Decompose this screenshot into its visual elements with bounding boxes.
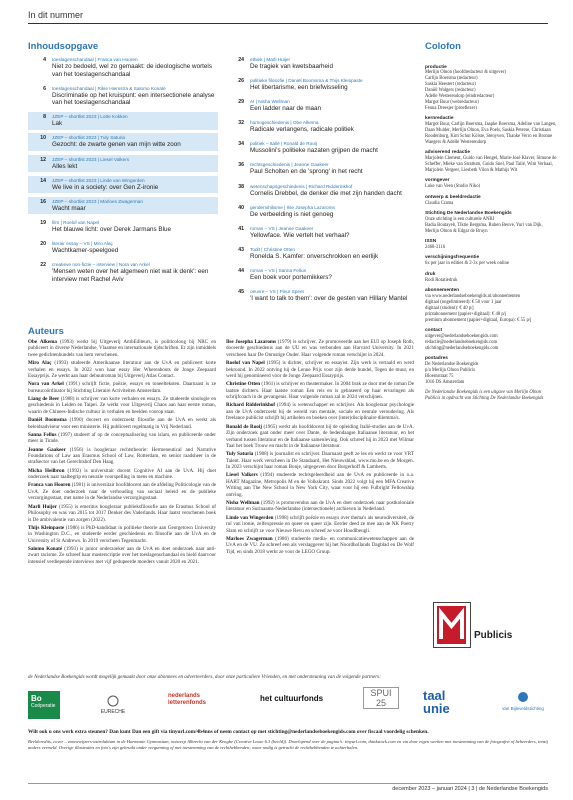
author-name: Nora van Arkel [28,381,64,388]
sponsor-logo-cultuurfonds: het cultuurfonds [260,694,324,703]
colofon-label: ontwerp & beeldredactie [425,194,481,200]
author-bio [226,424,414,450]
toc-section-label: AI | Nisha Wellman [250,99,290,105]
toc-section-label: JZEP – shortlist 2023 | Liesel Valkers [52,156,130,162]
author-name: Obe Alkema [28,339,57,345]
toc-left-column [28,55,218,289]
author-text: (1994) studeerde rechtsgeleerdheid aan de UvA en publiceerde in o.a. HART Magazine, Metropolis M en de Volkskrant. Sinds 2022 volgt hij een MFA Creative Writing aan The New School in New York City, waar voor hij een Fulbright Fellowship ontving. [226,472,414,498]
colofon-value: via www.nederlandseboekengids.nl/abonnementen digitaal (ongelimiteerd): € 50 voor 1 jaar digitaal (student): € 40 p/j printabonnement (papier+digitaal): € 48 p/j premium abonnement (papier+digitaal, Europa): € 55 p/j [425,294,532,323]
toc-article-title: Niet zo bedoeld, wel zo gemaakt: de ideologische wortels van het toeslagenschandaal [52,63,212,78]
toc-section-label: homogeschiedenis | Obe Alkema [250,120,319,126]
author-text: (1981) is universitair hoofddocent aan de afdeling Politicologie van de UvA. Ze doet onderzoek naar de verhouding van sociaal beleid en de publieke verzorgingsstaat, met name in de Nederlandse verzorgingsstaat. [28,482,216,502]
author-name: Ilse Josepha Lazaroms [226,339,277,345]
author-bio [28,339,216,358]
toc-item[interactable] [28,112,218,130]
toc-page-number: 6 [43,85,46,92]
toc-page-number: 12 [40,156,46,163]
author-name: Micha Heilbron [28,467,65,474]
toc-article-title: Wacht maar [52,204,86,212]
colofon-value: Merlijn Olnon (hoofdredacteur & uitgever) Carlijn Boersma (redacteur) Saskia Heestert (redacteur) Daniël Walgers (redacteur) Adelle Westerendorp (eindredacteur) Margot Buur (webredacteur) Fenna Dreesjer (proeflezer) [425,70,506,111]
toc-item[interactable] [28,176,218,194]
colofon-heading: Colofon [425,41,461,52]
colofon-value: Rodi Rotatiedruk [425,277,458,283]
toc-item[interactable] [226,160,416,178]
author-bio [28,432,216,445]
author-text: (1993) is junior onderzoeker aan de UvA en doet onderzoek naar anti-zwart racisme. Ze schreef haar masterscriptie over het toeslagenschandaal en hield daarvoor intensief verdiepende interviews met vijf gedupeerde moeders vanuit 2020 en 2021. [28,545,216,565]
author-bio [28,482,216,501]
author-bio [226,472,414,498]
colofon-value: Onze stichting is een culturele ANBI Badia Boutayeb, Tiktie Bergsma, Ruben Beuve, Yuri van Dijk, Merlijn Olnon & Edgar de Bruyn [425,216,543,234]
author-name: Marloes Zwagerman [226,535,273,542]
author-bio [28,546,216,565]
colofon-label: verschijningsfrequentie [425,255,480,261]
author-text: (1990) doceert en onderzoekt filosofie aan de UvA en werkt als beleidsadviseur voor een ministerie. Hij publiceert regelmatig in Vrij Nederland. [28,417,216,430]
colofon-label: postadres [425,356,448,362]
toc-article-title: Discriminatie op het kruispunt: een intersectionele analyse van het toeslagenschandaal [52,91,215,107]
colofon-label: abonnementen [425,288,460,294]
colofon-label: vormgever [425,178,450,184]
author-name: Tuly Saturia [226,451,254,458]
toc-page-number: 14 [40,177,46,184]
toc-article-title: Wachtkamer-speelgoed [52,246,119,254]
author-text: (1979) is schrijver. Ze promoveerde aan het EUI op Joseph Roth, doceerde geschiedenis aan de UU en was verbonden aan Harvard University. In 2021 verscheen haar De Onrustige Ouder. Haar volgende roman verschijnt in 2024. [226,339,415,358]
toc-article-title: Alles lekt [52,162,78,170]
toc-article-title: 'I want to talk to them': over de gesten van Hillary Mantel [250,295,408,303]
toc-article-title: Lak [52,120,63,128]
publisher-logo-text: Publicis [474,630,513,641]
sponsor-intro: de Nederlandse Boekengids wordt mogelijk gemaakt door onze abonnees en adverteerders, door onze particuliere Vrienden, en met ondersteuning van de volgende partners: [28,674,381,680]
author-bio [28,381,216,394]
sponsor-logo-bo: Bo Coöperatie [28,691,60,719]
toc-article-title: Een boek voor portemikkers? [250,273,332,281]
author-text: (1986) is PhD-kandidaat in politieke theorie aan Georgetown University in Washington D.C., en studeerde eerder geschiedenis en filosofie aan de UvA en de University of St Andrews. In 2019 verscheen Tegenmacht. [28,524,216,544]
support-call-to-action: Wilt ook u ons werk extra steunen? Dan kunt Dan een gift via tinyurl.com/4b4nns of neem contact op met stichting@nederlandseboekengids.com over fiscaal voordelig schenken. [28,729,429,735]
toc-item[interactable] [226,139,416,157]
authors-heading: Auteurs [28,326,64,337]
toc-page-number: 38 [238,183,244,190]
toc-article-title: Radicale verlangens, radicale politiek [250,126,354,134]
author-text: (1997) studeert af op de conceptualisering van islam, en publiceerde onder meer in Tirade. [28,431,216,445]
toc-section-label: literair essay – VS | Miro Alaç [52,240,113,246]
toc-item[interactable] [28,239,218,257]
toc-section-label: creatieve non-fictie – interview | Nora van Arkel [52,262,150,268]
toc-right-column [226,55,416,308]
tree-icon [515,691,531,705]
toc-article-title: Gezocht: de zwarte genen van mijn witte zoon [52,141,181,149]
sponsor-logo-taalunie: taal unie [423,688,450,716]
toc-page-number: 32 [238,120,244,127]
star-icon [105,695,121,707]
author-name: Sanna Fellus [28,431,57,438]
author-name: Thijs Kleinpaste [28,524,65,531]
colofon [425,60,557,402]
toc-item[interactable] [226,266,416,284]
colofon-value: De Nederlandse Boekengids p/a Merlijn Olnon Publicis Bloemstraat 75 1016 DS Amsterdam [425,362,479,385]
toc-section-label: wetenschapsgeschiedenis | Richard Ridderinkhof [250,183,353,189]
sponsor-logo-eureche: EURECHE [88,695,138,715]
toc-article-title: Cornelis Drebbel, de denker die met zijn handen dacht [250,189,402,197]
toc-item[interactable] [28,133,218,151]
publisher-logo [433,602,471,648]
author-text: (1988) is schrijver van korte verhalen en essays. Ze studeerde sinologie en geschiedenis in Leiden en Taipei. Ze werkt voor Uitgeverij Chaos aan haar eerste roman, waarin de Chinees-Indische cultuur in verhalen en beelden voorop staat. [28,396,217,415]
toc-item[interactable] [226,97,416,115]
author-text: (1993) studeerde Amerikaanse literatuur aan de UvA en publiceert korte verhalen en essays. In 2022 won haar essay Her Whereabouts de Jonge Zeepaard Essayprijs. Ze werkt aan haar debuutroman bij Uitgeverij Atlas Contact. [28,360,216,380]
author-bio [226,515,414,534]
colofon-value: 6x per jaar in edities & 2-3x per week online [425,261,509,267]
m-icon [437,606,466,644]
toc-section-label: roman – VS | Sanna Fellus [250,267,306,273]
author-bio [28,504,216,523]
toc-article-title: We live in a society: over Gen Z-ironie [52,183,159,191]
colofon-value: uitgever@nederlandseboekengids.com redactie@nederlandseboekengids.com stichting@nederlandseboekengids.com [425,333,499,351]
toc-page-number: 43 [238,246,244,253]
toc-section-label: oeuvre – VS | Fleur Speet [250,289,304,295]
toc-item[interactable] [226,245,416,263]
running-head: In dit nummer [28,10,84,20]
author-bio [226,339,414,358]
toc-article-title: 'Mensen weten over het algemeen niet wat ik denk': een interview met Rachel Aviv [52,268,209,283]
author-name: Linde van Wingerden [226,514,274,521]
sponsor-logo-spui25: SPUI 25 [363,687,399,709]
toc-article-title: Een ladder naar de maan [250,105,322,113]
colofon-label: adviserend redactie [425,150,471,156]
toc-page-number: 40 [238,204,244,211]
author-bio [226,451,414,470]
toc-section-label: JZEP – shortlist 2023 | Tuly Saturia [52,135,126,141]
toc-section-label: JZEP – shortlist 2023 | Marloes Zwagerman [52,198,144,204]
author-name: Richard Ridderinkhof [226,402,276,409]
toc-page-number: 34 [238,141,244,148]
publisher-logo-mark [437,606,466,644]
colofon-value: Luke van Veen (Studio Niko) [425,184,481,190]
author-bio [28,525,216,544]
toc-section-label: rechtsgeschiedenis | Jeanne Gaakeer [250,162,329,168]
footer-rule [28,783,548,784]
colofon-value: De Nederlandse Boekengids is een uitgave van Merlijn Olnon Publicis in opdracht van Stichting De Nederlandse Boekengids [425,390,544,402]
toc-item[interactable] [226,203,416,221]
author-text: (1965) werkt als hoofddocent bij de opleiding Italië-studies aan de UvA. Zijn onderzoek gaat onder meer over Dante, de hedendaagse Italiaanse literatuur, en het verband tussen literatuur en de Italiaanse samenleving. Ook schreef hij in 2023 met Wilmar Taal het boek Trouw en macht in de Italiaanse literatuur. [226,423,414,449]
author-name: Liesel Valkers [226,472,258,479]
author-text: (1991) schrijft fictie, poëzie, essays en toneelteksten. Daarnaast is ze bureaucoördinator bij Stichting Literaire Activiteiten Amsterdam. [28,381,216,394]
toc-page-number: 8 [43,114,46,121]
toc-article-title: Ronelda S. Kamfer: onverschrokken en eerlijk [250,252,379,260]
toc-page-number: 26 [238,78,244,85]
author-text: (1994) is wetenschapper en schrijver. Als hoogleraar psychologie aan de UvA onderzoekt hij de wereld van mentale, sociale en neurale veroudering. Als freelance publicist schrijft hij artikelen en boeken over (inter)disciplinaire dilemma's. [226,402,414,422]
author-name: Roelof van Napel [226,360,265,367]
toc-page-number: 4 [43,57,46,63]
author-bio [28,417,216,430]
author-text: (1955) is emeritus hoogleraar publieksfilosofie aan de Erasmus School of Philosophy en was van 2015 tot 2017 Denker des Vaderlands. Haar laatst verschenen boek is De ambivalentie van zorgen (2022). [28,503,216,523]
toc-article-title: De tragiek van kwetsbaarheid [250,63,333,70]
colofon-label: Stichting De Nederlandse Boekengids [425,211,512,217]
author-name: Franca van Hooren [28,482,71,489]
author-name: Ronald de Rooij [226,423,262,430]
authors-column-2 [226,339,414,557]
toc-item[interactable] [28,197,218,215]
page-footer: december 2023 – januari 2024 | 3 | de Nederlandse Boekengids [392,786,548,792]
toc-article-title: Paul Scholten en de 'sprong' in het recht [250,168,363,176]
author-name: Daniël Boomsma [28,417,67,424]
author-name: Marli Huijer [28,503,57,510]
toc-article-title: Yellowface. Wie vertelt het verhaal? [250,231,350,239]
toc-section-label: politiek – Italië | Ronald de Rooij [250,141,317,147]
author-name: Christine Otten [226,381,261,388]
author-text: (1992) is promovendus aan de UvA en doet onderzoek naar postkoloniale literatuur en Surinaams-Nederlandse (intersectionele) archieven in Nederland. [226,500,414,513]
toc-page-number: 45 [238,289,244,296]
toc-page-number: 22 [40,262,46,269]
colofon-value: 2468-3116 [425,245,446,251]
toc-section-label: gendernihilisme | Ilse Josepha Lazaroms [250,204,335,210]
toc-article-title: De verbeelding is niet genoeg [250,210,334,218]
colofon-label: kernredactie [425,116,454,122]
author-name: Salomo Konaté [28,545,63,552]
author-text: (1992) is universitair docent Cognitive AI aan de UvA. Hij doet onderzoek naar taalbegrip en neurale voorspelling in mens en machine. [28,467,216,481]
toc-item[interactable] [226,224,416,242]
toc-item[interactable] [28,260,218,285]
toc-section-label: politieke filosofie | Daniël Boomsma & Thijs Kleinpaste [250,78,363,84]
colofon-value: Margot Buur, Carlijn Boersma, Jaapke Boersma, Adeline van Langen, Daan Mulder, Merlijn Olnon, Eva Poels, Saskia Peterse, Christiaan Roodenburg, Kim Schut Kölste, Stenyven, Thanke Verro en Bronne Waegers & Adelle Westerendorp [425,122,557,145]
toc-section-label: toeslagenschandaal | Franca van Hooren [52,57,138,62]
author-bio [226,500,414,513]
colofon-value: Claudia Crama [425,200,454,206]
author-text: (1993) werkt bij Uitgeverij AmbEditeurs, is politicoloog bij NRC en publiceert in diverse Nederlandse, Vlaamse en internationale tijdschriften. Er zijn inmiddels twee gedichtenbundels van hem verschenen. [28,339,216,358]
image-credits: Beeldcredits, cover – zonnewijzers-astrolabium in de Harmonie Gymnasium, ontwerp Albrecht van der Kenghe (Creative Lease 6.3 (beeld)). Doorlopend over de pagina's: tinyurl.com, thinkstock.com en via door eigen werken met toestemming van de fotografen of beheerders, tenzij anders vermeld. Overige illustraties en foto's zijn gebruikt onder vergunning of met toestemming van de rechthebbenden; waar nodig is getracht de rechthebbenden te achterhalen. [28,739,548,750]
toc-item[interactable] [226,182,416,200]
toc-item[interactable] [226,55,416,73]
toc-section-label: film | Roelof van Napel [52,219,100,225]
author-text: (1998) schrijft poëzie en essays over thema's als neurodiversiteit, de rol van ironie, zelfexpressie en queer en queer zijn. Eerder deed ze mee aan de NK Poetry Slam en schrijft ze voor Nieuwe Revu en schreef ze voor Hoodlbeugli. [226,514,414,534]
toc-article-title: Het libertarisme, een briefwisseling [250,84,348,92]
sponsor-logos [28,685,548,725]
top-rule [28,23,548,24]
colofon-label: druk [425,271,436,277]
toc-item[interactable] [28,55,218,80]
toc-page-number: 36 [238,162,244,169]
author-bio [226,360,414,379]
author-name: Jeanne Gaakeer [28,446,66,453]
colofon-label: productie [425,64,447,70]
author-name: Nisha Wellman [226,500,260,506]
author-text: (1995) is dichter, schrijver en essayist. Zijn werk is vertaald en werd bekroond. In 2022 ontving hij de Lenne Prijs voor zijn derde bundel, Tegen de muur, en werd hij genomineerd voor de Jonge Zeepaard Essayprijs. [226,360,414,380]
toc-item[interactable] [226,287,416,305]
toc-section-label: Todit | Christine Otten [250,246,295,252]
toc-section-label: toeslagenschandaal | Rikie Hiemstra & Salomo Konaté [52,85,166,91]
author-bio [226,402,414,421]
author-text: (1988) is journalist en schrijver. Daarnaast geeft ze les en werkt ze voor VRT Talent. Haar werk verscheen in De Standaard, Het Nieuwsblad, www.mo.be en de Morgen. In 2023 verschijnt haar roman Bonje, uitgegeven door Borgerhoff & Lamberts. [226,451,414,471]
author-name: Liang de Beer [28,396,60,403]
author-bio [226,381,414,400]
toc-item[interactable] [226,76,416,94]
toc-page-number: 44 [238,267,244,274]
sponsor-logo-letterenfonds: nederlands letterenfonds [168,693,207,706]
author-bio [28,396,216,415]
toc-page-number: 29 [238,99,244,106]
author-text: (1956) is hoogleraar rechtstheorie: Hermeneutical and Narrative Foundations of Law aan Erasmus School of Law, Rotterdam, en senior raadsheer in de strafsector van het Gerechtshof Den Haag. [28,446,216,466]
toc-page-number: 20 [40,240,46,247]
toc-page-number: 16 [40,198,46,205]
toc-article-title: Mussolini's politieke nazaten grijpen de macht [250,147,378,155]
colofon-value: Marjolein Clement, Guido van Hengel, Marie-José Klaver, Simone de Scheffer, Mieke van Strattum, Guido Snel, Paul Tailé, Wim Verbaal, Marjolein Vergeer, Liesbeth Vilon & Mathijs Wit [425,156,557,173]
toc-page-number: 24 [238,57,244,63]
colofon-label: ISSN [425,239,437,245]
toc-article-title: Het blauwe licht: over Derek Jarmans Blue [52,225,171,233]
toc-page-number: 41 [238,225,244,232]
author-text: (1961) is schrijver en theatermaker. In 2004 brak ze door met de roman De laatste dichters. Haar laatste roman Een reis en is gebaseerd op haar ervaringen als schrijfcoach in de gevangenis. Haar volgende roman zal in 2024 verschijnen. [226,381,414,401]
author-name: Miro Alaç [28,360,52,367]
toc-page-number: 10 [40,135,46,142]
toc-item[interactable] [28,218,218,236]
author-bio [28,468,216,481]
toc-section-label: JZEP – shortlist 2023 | Lotte Kokken [52,114,128,120]
authors-column-1 [28,339,216,567]
toc-heading: Inhoudsopgave [28,41,99,52]
author-bio [226,536,414,555]
toc-item[interactable] [28,155,218,173]
colofon-label: contact [425,328,443,334]
author-text: (1986) studeerde media- en communicatiewetenschappen aan de UvA en de VU. Ze schreef een als verslaggever bij het Noordhollands Dagblad en De Wolf Tijd, en sinds 2018 werkt ze voor de LEGO Group. [226,535,414,555]
toc-item[interactable] [226,118,416,136]
toc-page-number: 19 [40,219,46,226]
toc-section-label: ethiek | Marli Huijer [250,57,291,62]
author-bio [28,360,216,379]
sponsor-logo-bijleveld: van Bijleveldstichting [498,691,548,711]
author-bio [28,447,216,466]
toc-section-label: JZEP – shortlist 2023 | Linde van Wingerden [52,177,145,183]
toc-item[interactable] [28,84,218,109]
toc-section-label: roman – VS | Jeanne Gaakeer [250,225,314,231]
